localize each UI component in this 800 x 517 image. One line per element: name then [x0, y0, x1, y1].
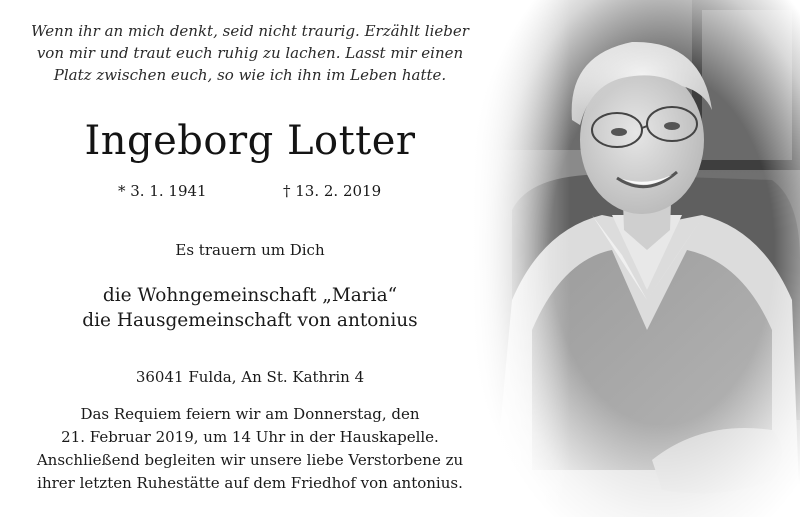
quote-line: Wenn ihr an mich denkt, seid nicht traurig. Erzählt lieber	[31, 22, 469, 40]
portrait-image	[472, 0, 800, 517]
mourners-intro: Es trauern um Dich	[175, 241, 325, 259]
death-date: † 13. 2. 2019	[283, 182, 382, 200]
mourners-list	[0, 283, 500, 333]
requiem-line: 21. Februar 2019, um 14 Uhr in der Hauskapelle.	[61, 428, 439, 446]
portrait-photo	[472, 0, 800, 517]
quote-line: Platz zwischen euch, so wie ich ihn im Leben hatte.	[53, 66, 447, 84]
mourner-line: die Hausgemeinschaft von antonius	[82, 310, 418, 331]
mourner-line: die Wohngemeinschaft „Maria“	[102, 285, 398, 306]
quote-line: von mir und traut euch ruhig zu lachen. Lasst mir einen	[36, 44, 464, 62]
birth-date: * 3. 1. 1941	[118, 182, 207, 200]
requiem-line: ihrer letzten Ruhestätte auf dem Friedhof von antonius.	[37, 474, 463, 492]
memorial-quote	[0, 20, 500, 86]
requiem-info	[0, 403, 500, 495]
address: 36041 Fulda, An St. Kathrin 4	[135, 368, 365, 386]
deceased-name: Ingeborg Lotter	[84, 118, 416, 164]
requiem-line: Anschließend begleiten wir unsere liebe Verstorbene zu	[36, 451, 464, 469]
requiem-line: Das Requiem feiern wir am Donnerstag, den	[80, 405, 420, 423]
